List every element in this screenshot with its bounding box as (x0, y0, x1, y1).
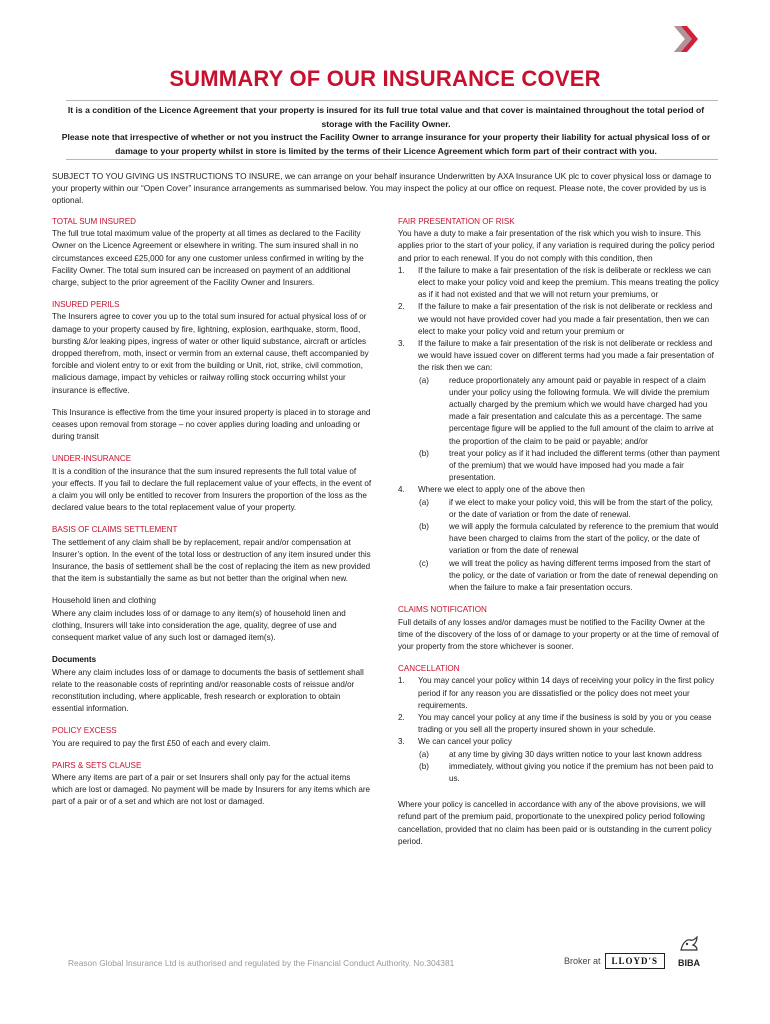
list-item (398, 675, 722, 712)
section-heading: CANCELLATION (398, 664, 460, 674)
sub-list-item (418, 761, 722, 785)
list-item (398, 301, 722, 338)
section-heading: BASIS OF CLAIMS SETTLEMENT (52, 525, 178, 535)
section-heading: INSURED PERILS (52, 300, 120, 310)
sub-list-text: if we elect to make your policy void, this will be from the start of the policy, or the date of variation or from the date of renewal. (449, 497, 713, 519)
section-text: It is a condition of the insurance that the sum insured represents the full total value of your effects. If you fail to declare the full replacement value of your effects, in the event of a claim you will only be entitled to recover from Insurers the proportion of the loss as the declared value bears to the total replacement value of your property. (52, 466, 372, 513)
list-marker: 3. (398, 737, 405, 747)
section-heading: FAIR PRESENTATION OF RISK (398, 217, 515, 226)
list-item-body (418, 736, 722, 785)
section-text: This Insurance is effective from the time your insured property is placed in to storage and ceases upon removal from storage – no cover applies during loading and unloading or during transit (52, 407, 371, 442)
section-text: You have a duty to make a fair presentation of the risk which you wish to insure. This applies prior to the start of your policy, if any variation is required during the policy period and prior to each renewal. If you do not comply with this condition, then (398, 229, 715, 263)
sub-list-item (418, 558, 722, 595)
list-item-text: We can cancel your policy (418, 737, 512, 747)
sub-list-marker: (c) (419, 558, 429, 568)
sub-list (418, 375, 722, 485)
section-text: Where any claim includes loss of or damage to any item(s) of household linen and clothing, Insurers will take into consideration the age, quality, degree of use and consequent market value of any such lost or damaged item(s). (52, 608, 346, 643)
fair-presentation-section (398, 216, 722, 594)
list-item (398, 736, 722, 785)
sub-list-item (418, 497, 722, 521)
section-text: Where any claim includes loss of or damage to documents the basis of settlement shall relate to the reasonable costs of reprinting and/or reasonable costs of reissue and/or reconstitution including, where applicable, fresh research or exploration to obtain essential information. (52, 667, 364, 714)
numbered-list (398, 675, 722, 785)
under-insurance-section (52, 453, 372, 514)
list-marker: 2. (398, 712, 405, 722)
sub-list-text: at any time by giving 30 days written notice to your last known address (449, 749, 702, 759)
sub-list-marker: (b) (419, 761, 429, 771)
right-column (398, 216, 722, 858)
divider (66, 100, 718, 101)
section-heading: POLICY EXCESS (52, 726, 117, 736)
section-text: Where any items are part of a pair or set Insurers shall only pay for the actual items which are lost or damaged. No payment will be made by Insurers for any items which are part of a pair or of a set and which are not lost or damaged. (52, 772, 371, 807)
broker-label: Broker at (564, 956, 601, 966)
lead-text-2: Please note that irrespective of whether or not you instruct the Facility Owner to arrange insurance for your property their liability for actual physical loss of or damage to your property whilst in store is limited by the terms of their Licence Agreement which form part of their contract with you. (61, 132, 711, 156)
left-column (52, 216, 372, 819)
biba-crest-icon (678, 936, 700, 952)
section-heading: PAIRS & SETS CLAUSE (52, 760, 142, 770)
intro-section (52, 170, 720, 207)
list-item-text: You may cancel your policy within 14 days of receiving your policy in the first policy period if for any reason you are dissatisfied or the policy does not meet your requirements. (418, 676, 715, 710)
sub-list-item (418, 375, 722, 448)
sub-list-text: we will apply the formula calculated by reference to the premium that would have been charged to claims from the start of the policy, or the date of variation or from the date of renewal (449, 522, 719, 556)
list-marker: 4. (398, 485, 405, 495)
cancellation-section (398, 663, 722, 848)
biba-label: BIBA (678, 958, 700, 968)
section-text: You are required to pay the first £50 of each and every claim. (52, 738, 271, 748)
lead-paragraph (52, 104, 720, 158)
pairs-sets-section (52, 760, 372, 809)
section-text: The full true total maximum value of the property at all times as declared to the Facility Owner on the Licence Agreement or elsewhere in writing. The sum insured shall in no circumstances exceed £25,000 for any one customer unless confirmed in writing by the Facility Owner. The total sum insured can be increased on payment of an additional charge, subject to the prior agreement of the Facility Owner and Insurers. (52, 229, 364, 288)
page-title: SUMMARY OF OUR INSURANCE COVER (169, 66, 601, 91)
numbered-list (398, 265, 722, 594)
divider (66, 159, 718, 160)
biba-logo (674, 936, 704, 968)
sub-list (418, 497, 722, 595)
subsection-heading: Documents (52, 655, 97, 665)
list-item-text: If the failure to make a fair presentation of the risk is not deliberate or reckless and we would not have provided cover had you made a fair presentation, then we can elect to make your policy void and return your premium or (418, 302, 713, 336)
total-sum-section (52, 216, 372, 289)
sub-list-marker: (a) (419, 749, 429, 759)
sub-list-marker: (b) (419, 522, 429, 532)
list-marker: 1. (398, 265, 405, 275)
section-text: The Insurers agree to cover you up to the total sum insured for actual physical loss of or damage to your property caused by fire, lightning, explosion, earthquake, storm, flood, bursting &/or leaking pipes, ingress of water or other liquid substance, aircraft or articles dropped therefrom, moth, insect or vermin from an external cause, theft accompanied by forcible and violent entry to or exit from the building or Unit, riot, strike, civil commotion, malicious damage, impact by vehicles or railway rolling stock occurring whilst your insurance is effective. (52, 312, 369, 395)
list-item-body (418, 338, 722, 484)
list-marker: 3. (398, 339, 405, 349)
household-linen-section (52, 595, 372, 644)
sub-list-text: treat your policy as if it had included the different terms (other than payment of the premium) that we would have imposed had you made a fair presentation. (449, 448, 720, 483)
sub-list-text: we will treat the policy as having different terms imposed from the start of the policy, or the date of variation or from the date of renewal depending on when the failure to make a fair presentation occurs. (449, 558, 718, 593)
list-item (398, 712, 722, 736)
list-item (398, 338, 722, 484)
list-item-text: Where we elect to apply one of the above then (418, 485, 585, 495)
list-item-text: You may cancel your policy at any time if the business is sold by you or you cease trading or you sell all the property insured shown in your schedule. (418, 712, 712, 735)
documents-section (52, 654, 372, 715)
list-item-text: If the failure to make a fair presentation of the risk is deliberate or reckless we can elect to make your policy void and keep the premium. This means treating the policy as if it had not existed and that we will not return your premiums, or (418, 265, 719, 300)
section-heading: CLAIMS NOTIFICATION (398, 605, 487, 615)
company-logo (672, 24, 702, 54)
sub-list-text: immediately, without giving you notice if the premium has not been paid to us. (449, 761, 714, 783)
list-marker: 1. (398, 676, 405, 686)
lead-text-1: It is a condition of the Licence Agreement that your property is insured for its full true total value and that cover is maintained throughout the total period of storage with the Facility Owner. (67, 105, 705, 129)
section-heading: UNDER-INSURANCE (52, 454, 132, 464)
list-item-body (418, 484, 722, 594)
section-text: The settlement of any claim shall be by replacement, repair and/or compensation at Insurer’s option. In the event of the total loss or destruction of any item insured under this Insurance, the basis of settlement shall be the cost of replacing the item as new provided that the item is substantially the same as but not better than the original when new. (52, 537, 371, 584)
insured-perils-section (52, 299, 372, 443)
subsection-heading: Household linen and clothing (52, 596, 156, 606)
policy-excess-section (52, 725, 372, 749)
sub-list-text: reduce proportionately any amount paid or payable in respect of a claim under your policy using the following formula. We will divide the premium actually charged by the premium which we would have charged had you made a fair presentation and calculate this as a percentage. The same percentage figure will be applied to the full amount of the claim to arrive at the proportion of the claim to be paid or payable; and/or (449, 375, 714, 446)
section-heading: TOTAL SUM INSURED (52, 217, 136, 226)
sub-list-item (418, 521, 722, 558)
basis-of-claims-section (52, 524, 372, 585)
sub-list-marker: (b) (419, 448, 429, 458)
list-item-text: If the failure to make a fair presentation of the risk is not deliberate or reckless and we would have issued cover on different terms had you made a fair presentation of the risk then we can: (418, 339, 714, 373)
sub-list-marker: (a) (419, 375, 429, 385)
list-item (398, 265, 722, 302)
sub-list-item (418, 448, 722, 485)
intro-text: SUBJECT TO YOU GIVING US INSTRUCTIONS TO INSURE, we can arrange on your behalf insurance Underwritten by AXA Insurance UK plc to cover physical loss or damage to your property within our “Open Cover” insurance arrangements as summarised below. You may inspect the policy at our office on request. Please note, the cover provided by us is optional. (52, 171, 712, 206)
sub-list-marker: (a) (419, 497, 429, 507)
broker-badge (564, 953, 665, 969)
closing-text: Where your policy is cancelled in accordance with any of the above provisions, we will refund part of the premium paid, proportionate to the unexpired policy period following cancellation, provided that no claim has been paid or is outstanding in the current policy period. (398, 800, 712, 846)
section-text: Full details of any losses and/or damages must be notified to the Facility Owner at the time of the discovery of the loss of or damage to your property or at the time of removal of your property from the store whichever is sooner. (398, 617, 719, 651)
sub-list-item (418, 749, 722, 761)
lloyds-logo: LLOYD'S (605, 953, 666, 969)
list-marker: 2. (398, 302, 405, 312)
regulation-notice: Reason Global Insurance Ltd is authorised and regulated by the Financial Conduct Authority. No.304381 (68, 958, 455, 968)
sub-list (418, 749, 722, 786)
list-item (398, 484, 722, 594)
claims-notification-section (398, 604, 722, 653)
